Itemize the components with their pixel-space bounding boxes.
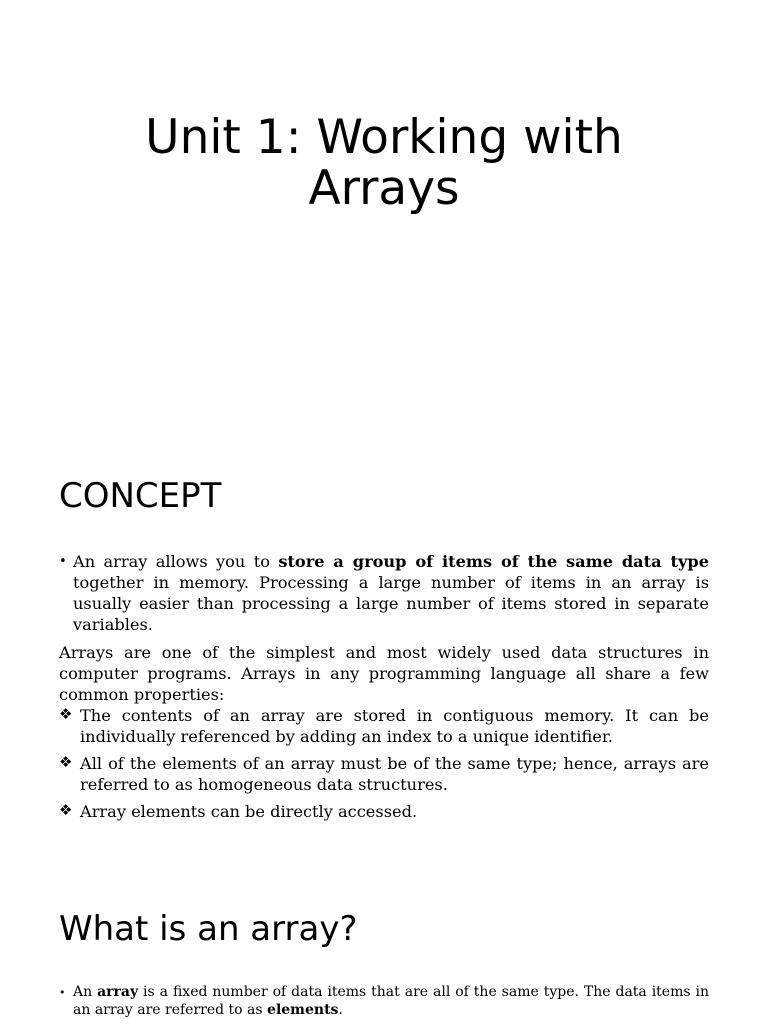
what-is-array-body	[59, 983, 709, 1019]
bullet-icon: •	[59, 554, 67, 569]
concept-heading: CONCEPT	[59, 476, 222, 516]
property-item	[59, 753, 709, 795]
property-item	[59, 705, 709, 747]
diamond-bullet-icon: ❖	[59, 801, 73, 819]
array-bullet-text-mid: is a fixed number of data items that are all of the same type. The data items in an array are referred to as	[73, 984, 709, 1018]
diamond-bullet-icon: ❖	[59, 753, 73, 771]
concept-body	[59, 551, 709, 822]
what-is-array-bullet	[59, 983, 709, 1019]
concept-paragraph: Arrays are one of the simplest and most widely used data structures in computer programs. Arrays in any programming language all share a few common properties:	[59, 643, 709, 704]
concept-bullet-text-pre: An array allows you to	[73, 552, 279, 571]
property-text: All of the elements of an array must be of the same type; hence, arrays are referred to as homogeneous data structures.	[80, 754, 709, 794]
property-item	[59, 801, 709, 822]
property-text: The contents of an array are stored in contiguous memory. It can be individually referenced by adding an index to a unique identifier.	[80, 706, 709, 746]
diamond-bullet-icon: ❖	[59, 705, 73, 723]
concept-bullet-text-bold: store a group of items of the same data type	[278, 552, 709, 571]
what-is-array-heading: What is an array?	[59, 909, 358, 949]
bullet-icon: •	[59, 986, 66, 999]
array-bullet-text-bold1: array	[97, 984, 139, 1000]
slide-title-line1: Unit 1: Working with	[145, 110, 623, 165]
array-bullet-text-post: .	[338, 1002, 343, 1018]
slide-title	[0, 112, 768, 214]
property-text: Array elements can be directly accessed.	[80, 802, 418, 821]
array-bullet-text-bold2: elements	[267, 1002, 339, 1018]
slide-title-line2: Arrays	[308, 161, 460, 216]
concept-bullet-text-post: together in memory. Processing a large number of items in an array is usually easier than processing a large number of items stored in separate variables.	[73, 573, 709, 634]
array-bullet-text-pre: An	[73, 984, 98, 1000]
concept-bullet	[59, 551, 709, 635]
